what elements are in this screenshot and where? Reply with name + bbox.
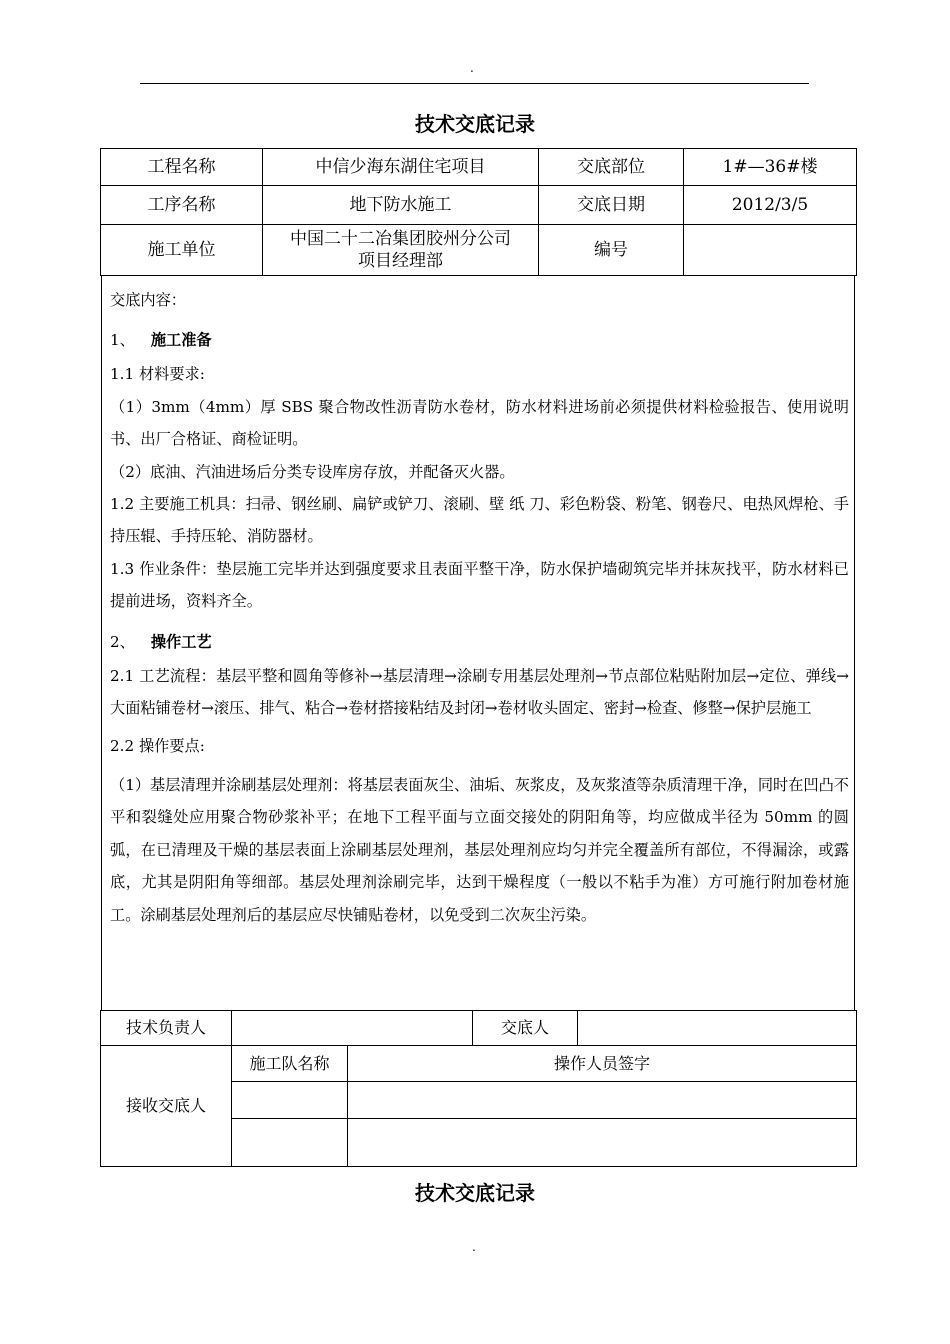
briefing-date-label: 交底日期 [539,186,684,225]
construction-unit-value [263,225,539,276]
paragraph-1-1b: （2）底油、汽油进场后分类专设库房存放，并配备灭火器。 [110,462,515,481]
number-value [684,225,857,276]
section-2-title: 操作工艺 [150,632,212,651]
briefing-content [101,275,855,1010]
process-name-label: 工序名称 [101,186,263,225]
next-page-title: 技术交底记录 [415,1181,535,1205]
section-1-number: 1、 [110,331,135,350]
construction-unit-line2: 项目经理部 [358,251,443,271]
team-name-cell[interactable] [232,1119,348,1167]
paragraph-1-2: 1.2 主要施工机具：扫帚、钢丝刷、扁铲或铲刀、滚刷、壁 纸 刀、彩色粉袋、粉笔、钢卷尺、电热风焊枪、手持压辊、手持压轮、消防器材。 [110,495,849,546]
project-name-value: 中信少海东湖住宅项目 [263,149,539,186]
footer-dot: . [472,1240,476,1254]
header-dot: . [470,61,474,75]
briefing-part-value: 1#—36#楼 [684,149,857,186]
briefer-label: 交底人 [473,1011,578,1046]
paragraph-2-2a: （1）基层清理并涂刷基层处理剂：将基层表面灰尘、油垢、灰浆皮，及灰浆渣等杂质清理干净，同时在凹凸不平和裂缝处应用聚合物砂浆补平；在地下工程平面与立面交接处的阴阳角等，均应做成半径为 50mm 的圆弧，在已清理及干燥的基层表面上涂刷基层处理剂，基层处理剂应均匀并完全覆盖所有部位，不得漏涂，或露底，尤其是阴阳角等细部。基层处理剂涂刷完毕，达到干燥程度（一般以不粘手为准）方可施行附加卷材施工。涂刷基层处理剂后的基层应尽快铺贴卷材，以免受到二次灰尘污染。 [110,775,849,924]
paragraph-1-3: 1.3 作业条件：垫层施工完毕并达到强度要求且表面平整干净，防水保护墙砌筑完毕并抹灰找平，防水材料已提前进场，资料齐全。 [110,559,849,611]
briefer-signature[interactable] [578,1011,857,1046]
paragraph-2-2: 2.2 操作要点: [110,737,205,756]
operator-signature-cell[interactable] [348,1119,857,1167]
tech-lead-label: 技术负责人 [101,1011,232,1046]
operator-signature-label: 操作人员签字 [348,1046,857,1082]
section-1-title: 施工准备 [150,331,212,350]
operator-signature-cell[interactable] [348,1082,857,1119]
paragraph-1-1: 1.1 材料要求: [110,365,205,384]
process-name-value: 地下防水施工 [263,186,539,225]
project-name-label: 工程名称 [101,149,263,186]
content-heading: 交底内容： [110,291,186,309]
briefing-part-label: 交底部位 [539,149,684,186]
team-name-label: 施工队名称 [232,1046,348,1082]
header-rule [140,83,809,84]
section-2-number: 2、 [110,632,135,651]
section-1-heading [110,322,849,358]
info-table [100,148,857,276]
receiver-label: 接收交底人 [101,1046,232,1167]
signature-table [100,1010,857,1167]
tech-lead-signature[interactable] [232,1011,473,1046]
section-2-heading [110,624,849,660]
construction-unit-line1: 中国二十二冶集团胶州分公司 [290,229,511,249]
paragraph-2-1: 2.1 工艺流程：基层平整和圆角等修补→基层清理→涂刷专用基层处理剂→节点部位粘贴附加层→定位、弹线→大面粘铺卷材→滚压、排气、粘合→卷材搭接粘结及封闭→卷材收头固定、密封→检查、修整→保护层施工 [110,666,849,718]
number-label: 编号 [539,225,684,276]
team-name-cell[interactable] [232,1082,348,1119]
briefing-date-value: 2012/3/5 [684,186,857,225]
document-title: 技术交底记录 [415,112,535,136]
construction-unit-label: 施工单位 [101,225,263,276]
paragraph-1-1a: （1）3mm（4mm）厚 SBS 聚合物改性沥青防水卷材，防水材料进场前必须提供材料检验报告、使用说明书、出厂合格证、商检证明。 [110,397,849,449]
